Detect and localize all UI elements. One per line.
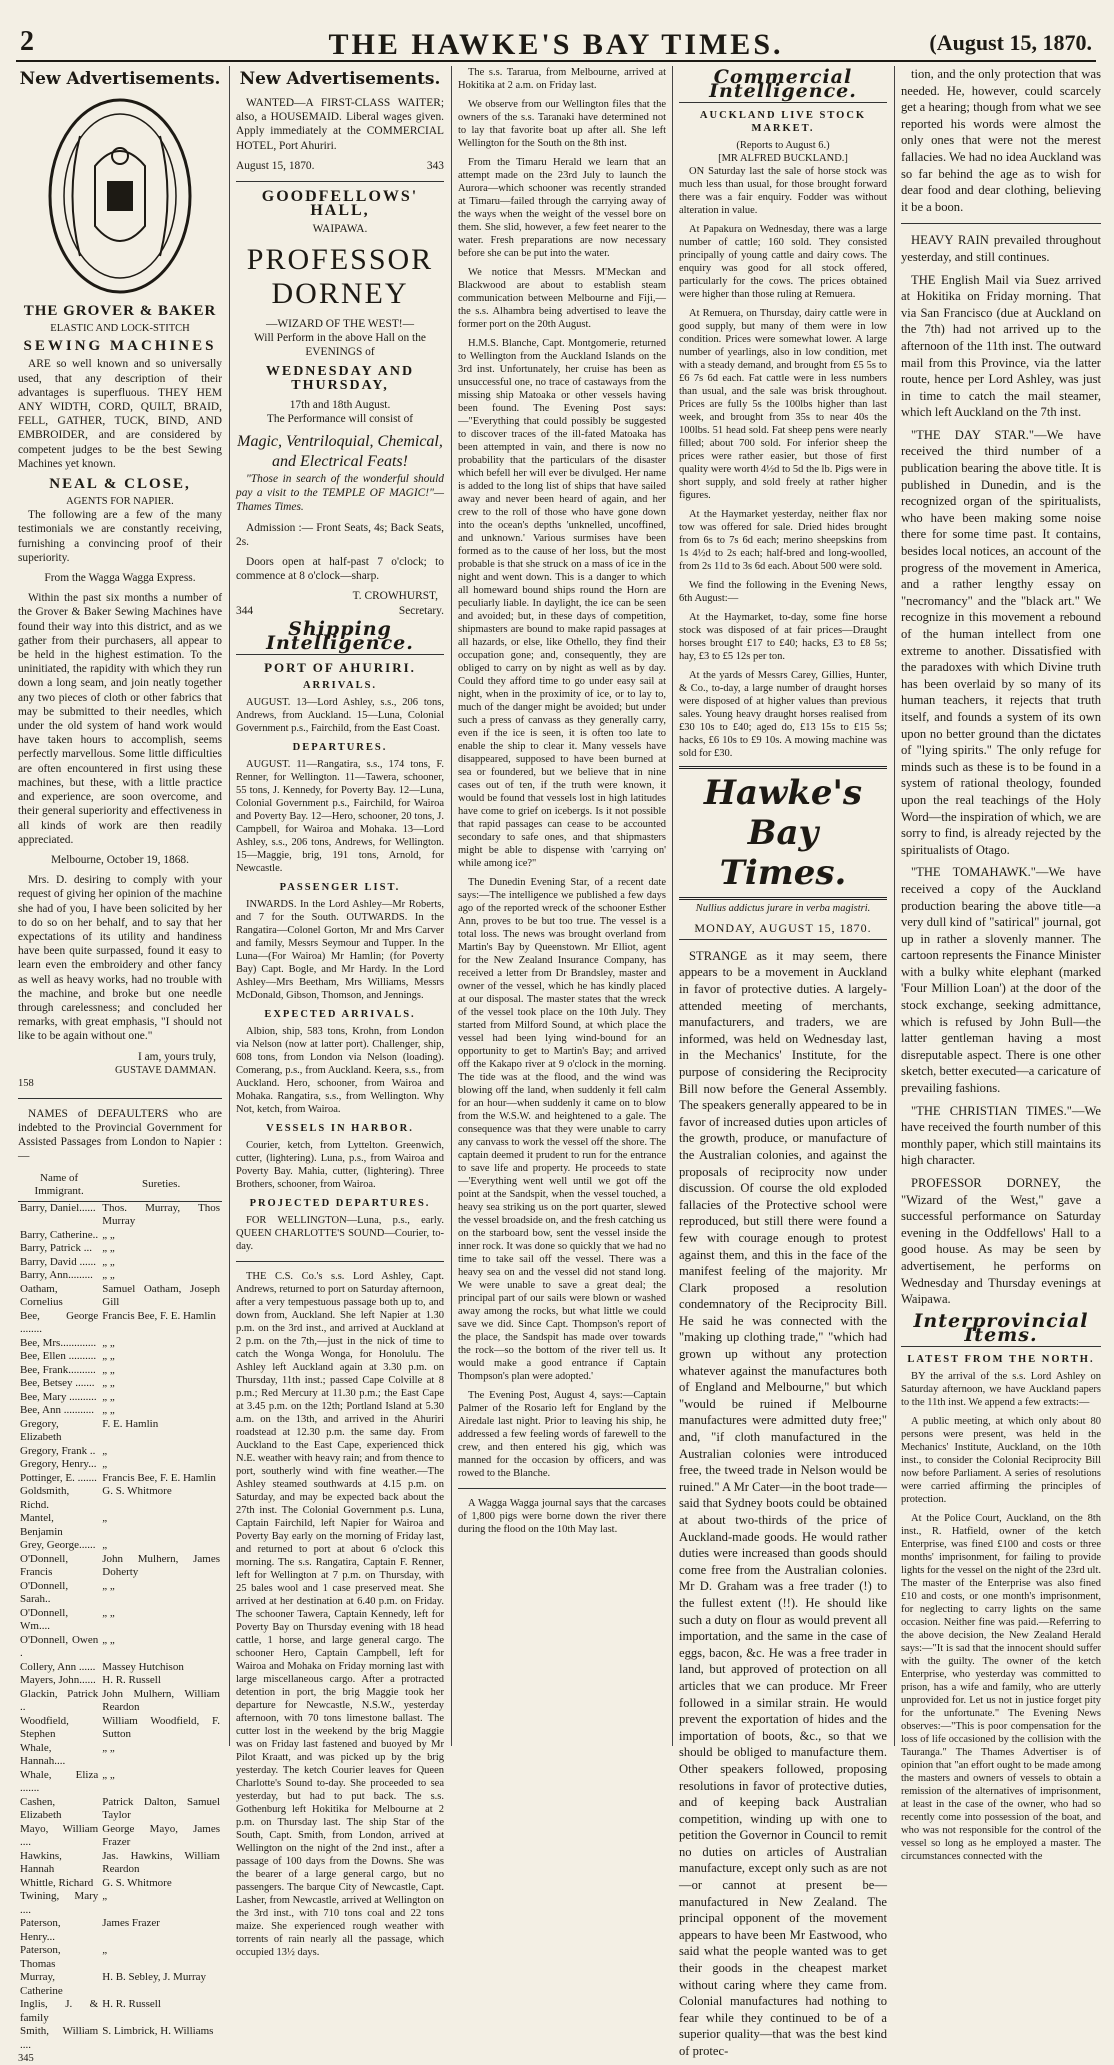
sureties: „ [102,1944,108,1957]
motto: Nullius addictus jurare in verba magistri. [695,903,871,915]
interprovincial-heading: Interprovincial Items. [901,1314,1101,1347]
table-row [18,1688,222,1715]
table-row [18,1350,222,1364]
performance-days: WEDNESDAY AND THURSDAY, [265,364,415,394]
shipping-heading: Shipping Intelligence. [236,622,444,655]
table-row [18,1229,222,1243]
table-row [18,1283,222,1310]
immigrant-name: Inglis, J. & family [20,1998,99,2024]
news-paragraph: PROFESSOR DORNEY, the "Wizard of the West," gave a successful performance on Saturday evening in the Oddfellows' Hall to a good house. As may be seen by advertisement, he performs on Wednesday and Thursday evenings at Waipawa. [901,1176,1101,1307]
news-paragraph: We observe from our Wellington files that the owners of the s.s. Taranaki have determined not to lay that favorite boat up after all. She left Wellington for the South on the 8th inst. [458,99,666,149]
sewing-machine-emblem-icon [45,96,195,296]
commercial-heading: Commercial Intelligence. [679,70,887,103]
divider [18,1098,222,1099]
passenger-heading: PASSENGER LIST. [279,882,401,894]
projected-list: FOR WELLINGTON—Luna, p.s., early. QUEEN CHARLOTTE'S SOUND—Courier, to-day. [236,1215,444,1253]
market-paragraph: At the Haymarket, to-day, some fine horse stock was disposed of at fair prices—Draught horses brought £17 to £40; hacks, £3 to £8 5s; hay, £3 to £5 12s per ton. [679,612,887,663]
table-row [18,1998,222,2025]
market-heading: AUCKLAND LIVE STOCK MARKET. [699,110,867,135]
immigrant-name: Goldsmith, Richd. [20,1485,70,1511]
immigrant-name: Bee, Ellen .......... [20,1350,97,1363]
immigrant-name: Pottinger, E. ....... [20,1471,97,1484]
ad-ref: 344 [236,604,254,617]
hall-place: WAIPAWA. [312,223,368,236]
page-number: 2 [20,26,34,57]
brand-name: THE GROVER & BAKER [23,303,217,319]
wanted-date: August 15, 1870. [236,159,315,172]
section-heading: New Advertisements. [19,69,221,89]
sureties: „ „ [102,1336,115,1349]
leader-article: STRANGE as it may seem, there appears to be a movement in Auckland in favor of protective duties. A largely-attended meeting of merchants, manufacturers, and traders, we are informed, was held on Wednesday last, in the Mechanics' Institute, for the purpose of considering the Reciprocity Bill now before the General Assembly. The speakers generally appeared to be in favor of increased duties upon articles of the growth, produce, or manufacture of the Australian colonies, and against the proposals of reciprocity now under discussion. Of course the old exploded fallacies of the Protective school were reproduced, but still there were found a few with courage enough to protest against them, and this in the face of the manifest feeling of the majority. Mr Clark proposed a resolution condemnatory of the Reciprocity Bill. He said he was connected with the "making up clothing trade," "which had grown up without any protection whatever against the manufactures both of England and Melbourne," but which "would be ruined if Melbourne manufactures were admitted duty free;" and, "if cloth manufactured in the Australian colonies were introduced free, the tweed trade in Nelson would be ruined." A Mr Cater—in the boot trade—said that Sydney boots could be obtained at about two-thirds of the price of Auckland-made goods. He would rather duties were increased than goods should come free from the Australian colonies. Mr D. Graham was a free trader (!) to the fullest extent (!!). He should like such a duty on flour as would prevent all importation, and the same in the case of eggs, bacon, &c. He was a free trader in land, but approved of protection on all articles that we can produce. Mr Freer followed in a similar strain. He would prevent the exportation of hides and the importation of boots, &c., so that we should be obliged to manufacture them. Other speakers followed, proposing resolutions in favor of protective duties, and of keeping back Australian competition, winding up with one to petition the Governor in Council to remit no duties on articles of Australian manufacture, except only such as are not—or cannot at present be—manufactured in New Zealand. The principal opponent of the movement appears to have been Mr Eastwood, who said what the people wanted was to get their goods in the cheapest market without caring where they came from. Colonial manufactures had nothing to fear while they continued to be of a superior quality—that was the best kind of protec- [679,948,887,2058]
column-rule [894,66,895,1746]
secretary-footer [236,604,444,618]
immigrant-name: Grey, George...... [20,1539,96,1552]
wanted-footer [236,159,444,173]
table-row [18,1674,222,1688]
sureties: „ „ [102,1404,115,1417]
immigrant-name: Collery, Ann ...... [20,1660,96,1673]
vessels-heading: VESSELS IN HARBOR. [266,1123,414,1135]
immigrant-name: Whale, Hannah.... [20,1741,66,1768]
wanted-ad: WANTED—A FIRST-CLASS WAITER; also, a HOUSEMAID. Liberal wages given. Apply immediately at the COMMERCIAL HOTEL, Port Ahuriri. [236,97,444,152]
immigrant-name: Bee, Mary .......... [20,1390,97,1403]
news-paragraph: The s.s. Tararua, from Melbourne, arrived at Hokitika at 2 a.m. on Friday last. [458,67,666,91]
arrivals-list: AUGUST. 13—Lord Ashley, s.s., 206 tons, Andrews, from Auckland. 15—Luna, Colonial Government p.s., Fairchild, from the East Coast. [236,697,444,735]
table-header: Name of Immigrant. [18,1170,100,1202]
admission-prices: Admission :— Front Seats, 4s; Back Seats, 2s. [236,521,444,548]
newspaper-title: THE HAWKE'S BAY TIMES. [328,28,784,61]
immigrant-name: Paterson, Thomas [20,1944,61,1970]
column-4 [679,66,887,2058]
projected-heading: PROJECTED DEPARTURES. [249,1198,431,1210]
agents-name: NEAL & CLOSE, [49,476,191,493]
letter-heading: Melbourne, October 19, 1868. [51,853,189,866]
immigrant-name: Hawkins, Hannah [20,1849,62,1876]
sureties: „ „ [102,1606,115,1619]
sureties: „ „ [102,1228,115,1241]
column-2 [236,66,444,1959]
immigrant-name: Bee, Betsey ....... [20,1377,95,1390]
sureties: „ „ [102,1390,115,1403]
defaulters-notice: NAMES of DEFAULTERS who are indebted to the Provincial Government for Assisted Passages from London to Napier :— [18,1107,222,1163]
immigrant-name: Whale, Eliza ....... [20,1768,99,1795]
table-row [18,1364,222,1378]
sureties: H. B. Sebley, J. Murray [102,1971,207,1984]
performance-dates: 17th and 18th August. [289,398,391,411]
immigrant-name: Bee, Mrs............. [20,1336,97,1349]
immigrant-name: O'Donnell, Owen . [20,1633,99,1660]
table-row [18,1391,222,1405]
market-paragraph: At Papakura on Wednesday, there was a large number of cattle; 160 sold. They consisted principally of young cattle and dairy cows. The enquiry was good for all stock offered, particularly for the cows. The prices obtained were higher than those ruling at Remuera. [679,224,887,301]
news-paragraph: HEAVY RAIN prevailed throughout yesterday, and still continues. [901,233,1101,264]
performance-consist: The Performance will consist of [266,412,414,425]
divider [458,1488,666,1489]
performer-title: —WIZARD OF THE WEST!— [266,317,414,330]
sureties: „ „ [102,1255,115,1268]
ad-ref: 158 [18,1077,34,1089]
letter-signature: GUSTAVE DAMMAN. [114,1064,216,1076]
table-row [18,1472,222,1486]
sureties: „ [102,1512,108,1525]
performance-quote: "Those in search of the wonderful should pay a visit to the TEMPLE OF MAGIC!"—Thames Times. [236,473,444,514]
defaulters-table [18,1170,222,2053]
immigrant-name: Barry, Ann......... [20,1269,93,1282]
sureties: Thos. Murray, Thos Murray [102,1201,220,1228]
immigrant-name: O'Donnell, Wm.... [20,1606,69,1633]
table-row [18,1539,222,1553]
news-paragraph: H.M.S. Blanche, Capt. Montgomerie, returned to Wellington from the Auckland Islands on the 3rd inst. Unfortunately, her cruise has been as unsuccessful one, no trace of castaways from the missing ship Matoaka or other vessels having been found. The Evening Post says:—"Everything that could possibly be suggested to discover traces of the ill-fated Matoaka has been attempted in vain, and there is now no probability that the particulars of the disaster which befell her will ever be divulged. Her name is added to the long list of ships that have sailed away and never been heard of again, and her crew to the roll of those who have gone down into the ocean's depths 'unknelled, uncoffined, and unknown.' Various surmises have been formed as to the cause of her loss, but the most probable is that she struck on a mass of ice in the night and went down. This is a danger to which all homeward bound ships round the Horn are peculiarly liable. In daylight, the ice can be seen and avoided; but, in these days of competition, shipmasters are bound to make rapid passages at all hazards, or else, like Othello, they find their occupation gone; and, consequently, they are obliged to carry on by night as well as by day. Could they afford time to go under easy sail at night, when in the proximity of ice, or to lay to, much of the danger might be avoided; but under such a press of canvass as they generally carry, even if the ice is seen, it is often too late to enable the ship to clear it. Many vessels have disappeared, supposed to have been burned at sea or foundered, but we believe that in nine cases out of ten, if the truth were known, it would be found that vessels lost in high latitudes have come to grief on icebergs. Is it not possible that rapid passages can cease to be accounted secondary to safe ones, and that shipmasters might be able to dispense with 'carrying on' while among ice?" [458,338,666,869]
table-row [18,1553,222,1580]
testimonial-text: Within the past six months a number of the Grover & Baker Sewing Machines have found their way into this district, and as we gather from their purchasers, all appear to be held in the highest estimation. To the uninitiated, the rapidity with which they run down a long seam, and join neatly together any two pieces of cloth or other fabrics that may be submitted to their needles, which under the old system of hand work would have taken hours to accomplish, seems perfectly marvellous. Some little difficulties are often encountered in first using these machines, but these, with a little practice and experience, are soon overcome, and their general superiority and effectiveness in all kinds of work are then readily appreciated. [18,592,222,846]
news-paragraph: We notice that Messrs. M'Meckan and Blackwood are about to establish steam communication between Melbourne and Fiji,—the s.s. Alhambra being advertised to leave the former port on the 20th August. [458,267,666,330]
table-row [18,2025,222,2052]
latest-heading: LATEST FROM THE NORTH. [907,1354,1095,1366]
secretary-title: Secretary. [398,604,444,617]
immigrant-name: Gregory, Frank .. [20,1444,96,1457]
immigrant-name: Cashen, Elizabeth [20,1795,62,1822]
table-row [18,1512,222,1539]
market-subheading: (Reports to August 6.) [736,140,830,152]
immigrant-name: Barry, Patrick ... [20,1242,92,1255]
table-row [18,1310,222,1337]
table-row [18,1201,222,1229]
table-row [18,1823,222,1850]
immigrant-name: Woodfield, Stephen [20,1714,69,1741]
immigrant-name: Smith, William .... [20,2025,99,2051]
immigrant-name: Barry, David ...... [20,1255,96,1268]
sureties: S. Limbrick, H. Williams [102,2025,214,2038]
expected-heading: EXPECTED ARRIVALS. [264,1009,416,1021]
immigrant-name: Bee, Ann ........... [20,1404,94,1417]
sureties: H. R. Russell [102,1998,161,2011]
sureties: H. R. Russell [102,1674,161,1687]
divider [901,223,1101,224]
immigrant-name: Oatham, Cornelius [20,1282,63,1309]
sureties: „ [102,1890,108,1903]
departures-list: AUGUST. 11—Rangatira, s.s., 174 tons, F. Renner, for Wellington. 11—Tawera, schooner, 55 tons, J. Kennedy, for Poverty Bay. 12—Luna, Colonial Government p.s., Fairchild, for Wairoa and Poverty Bay. 12—Hero, schooner, 20 tons, J. Campbell, for Wairoa and Mohaka. 13—Lord Ashley, s.s., 206 tons, Andrews, for Wellington. 15—Maggie, brig, 191 tons, Arnold, for Newcastle. [236,759,444,875]
table-row [18,1971,222,1998]
table-row [18,1418,222,1445]
table-row [18,1607,222,1634]
brand-subtitle: ELASTIC AND LOCK-STITCH [50,323,190,335]
immigrant-name: Glackin, Patrick .. [20,1687,99,1714]
market-reporter: [MR ALFRED BUCKLAND.] [718,153,848,165]
sureties: Samuel Oatham, Joseph Gill [102,1282,220,1309]
hall-name: GOODFELLOWS' HALL, [261,188,419,220]
table-row [18,1796,222,1823]
news-paragraph: BY the arrival of the s.s. Lord Ashley on Saturday afternoon, we have Auckland papers to the 11th inst. We append a few extracts:— [901,1371,1101,1409]
sureties: „ „ [102,1768,115,1781]
table-row [18,1715,222,1742]
sureties: „ [102,1444,108,1457]
sureties: „ „ [102,1350,115,1363]
nameplate: Hawke's Bay Times. [679,766,887,900]
shipping-news: THE C.S. Co.'s s.s. Lord Ashley, Capt. Andrews, returned to port on Saturday afternoon, after a very tempestuous passage both up to, and down from, Auckland. She left Napier at 1.30 p.m. on the 3rd inst., and arrived at Auckland at 2 p.m. on the 7th,—just in the nick of time to catch the Wonga Wonga, for Honolulu. The Ashley left Auckland again at 3.30 p.m. on Thursday, 11th inst.; passed Cape Colville at 8 p.m.; Red Mercury at 11.30 p.m.; the East Cape at 3.45 p.m. on the 12th; Portland Island at 5.30 a.m. on the 13th, and arrived in the Ahuriri roadstead at 12.30 p.m. the same day. From Auckland to the East Cape, experienced thick N.E. weather with heavy rain; and from thence to port, southerly wind with fine weather.—The Ashley steamed southwards at 4.15 p.m. on Saturday, and may be expected back about the 27th inst. The Colonial Government p.s. Luna, Captain Fairchild, left Napier for Wairoa and Poverty Bay early on the morning of Friday last, and returned to port at about 6 o'clock this morning. The s.s. Rangatira, Captain F. Renner, left for Wellington at 7 p.m. on Thursday, with 25 bales wool and 1 case preserved meat. She arrived at her destination at 6.40 p.m. on Friday. The schooner Tawera, Captain Kennedy, left for Poverty Bay on Thursday evening with 18 head cattle, 1 horse, and large general cargo. The schooner Hero, Captain Campbell, left for Wairoa and Mohaka on Friday morning last with large miscellaneous cargo. After a protracted detention in port, the brig Maggie took her departure for Newcastle, N.S.W., yesterday afternoon, with 70 tons limestone ballast. The cutter lost in the weekend by the brig Maggie was on Friday last fastened and buoyed by Mr Pilot Kraatt, and was picked up by the brig yesterday. The ketch Courier leaves for Queen Charlotte's Sound to-day. She proceeded to sea yesterday, but had to put back. The s.s. Gothenburg left Hokitika for Melbourne at 2 p.m. on Thursday last. The ship Star of the South, Capt. Smith, from London, arrived at Wellington on the night of the 2nd inst., after a passage of 100 days from the Downs. She was the bearer of a large general cargo, but no passengers. The barque City of Newcastle, Capt. Lasher, from Newcastle, arrived at Wellington on the 3rd inst., with 710 tons coal and 22 tons maize. She experienced rough weather with torrents of rain nearly all the passage, which occupied 13½ days. [236,1271,444,1959]
expected-list: Albion, ship, 583 tons, Krohn, from London via Nelson (now at latter port). Challenger, ship, 608 tons, from London via Nelson (loading). Comerang, p.s., from Auckland. Keera, s.s., from Auckland. Hero, schooner, from Wairoa and Mohaka. Rangatira, s.s., from Wellington. Why Not, ketch, from Wairoa. [236,1026,444,1116]
sureties: „ „ [102,1363,115,1376]
table-row [18,1877,222,1891]
news-paragraph: A public meeting, at which only about 80 persons were present, was held in the Mechanics' Institute, Auckland, on the 10th inst., to consider the Colonial Reciprocity Bill now before Parliament. A series of resolutions were carried affirming the principles of protection. [901,1416,1101,1506]
table-row [18,1485,222,1512]
secretary-name: T. CROWHURST, [352,590,438,603]
sureties: „ [102,1539,108,1552]
sureties: „ „ [102,1242,115,1255]
sureties: William Woodfield, F. Sutton [102,1714,220,1741]
ad-paragraph: ARE so well known and so universally used, that any description of their advantages is superfluous. THEY HEM ANY WIDTH, CORD, QUILT, BRAID, FELL, GATHER, TUCK, BIND, AND EMBROIDER, and are considered by competent judges to be the best Sewing Machines yet known. [18,358,222,470]
issue-date: (August 15, 1870. [929,30,1092,55]
table-row [18,1890,222,1917]
table-row [18,1445,222,1459]
column-3 [458,66,666,1746]
sureties: G. S. Whitmore [102,1876,172,1889]
section-heading: New Advertisements. [239,69,441,89]
news-paragraph: "THE CHRISTIAN TIMES."—We have received the fourth number of this monthly paper, which still maintains its high character. [901,1103,1101,1168]
table-row [18,1337,222,1351]
column-rule [229,66,230,1746]
divider [236,181,444,182]
ad-paragraph: The following are a few of the many testimonials we are constantly receiving, furnishing a convincing proof of their superiority. [18,509,222,564]
immigrant-name: Barry, Daniel...... [20,1201,96,1214]
sureties: G. S. Whitmore [102,1485,172,1498]
immigrant-name: Gregory, Elizabeth [20,1417,62,1444]
sureties: George Mayo, James Frazer [102,1822,220,1849]
immigrant-name: Paterson, Henry... [20,1917,61,1943]
news-paragraph: The Evening Post, August 4, says:—Captain Palmer of the Rosario left for England by the Airedale last night. Prior to leaving his ship, he addressed a few feeling words of farewell to the crew, and then entered his gig, which was manned for the occasion by officers, and was rowed to the Blanche. [458,1390,666,1479]
passenger-list: INWARDS. In the Lord Ashley—Mr Roberts, and 7 for the South. OUTWARDS. In the Rangatira—Colonel Gorton, Mr and Mrs Carver and family, Messrs Seymour and Tupper. In the Luna—(For Wairoa) Mr Hamlin; (for Poverty Bay) Capt. Bogle, and Mr Hardy. In the Lord Ashley—Mrs Beetham, Mrs Williams, Messrs McDonald, Gibson, Thomson, and Jennings. [236,899,444,1002]
table-row [18,1769,222,1796]
column-1 [18,66,222,2065]
wanted-ref: 343 [426,159,444,172]
table-row [18,1404,222,1418]
port-heading: PORT OF AHURIRI. [264,660,416,676]
sureties: „ [102,1458,108,1471]
immigrant-name: O'Donnell, Francis [20,1552,69,1579]
arrivals-heading: ARRIVALS. [302,680,378,692]
market-paragraph: ON Saturday last the sale of horse stock was much less than usual, for those brought forward there was a fair enquiry. Fodder was without alteration in value. [679,166,887,217]
market-paragraph: At the Haymarket yesterday, neither flax nor tow was offered for sale. Dried hides brought from 6s to 7s 6d each; merino sheepskins from 1s 4½d to 2s each; half-bred and long-woolled, from 2s 11d to 3s 6d each. About 500 were sold. [679,509,887,573]
news-paragraph: A Wagga Wagga journal says that the carcases of 1,800 pigs were borne down the river there during the flood on the 10th May last. [458,1498,666,1535]
sureties: „ „ [102,1633,115,1646]
market-paragraph: At Remuera, on Thursday, dairy cattle were in good supply, but many of them were in low condition. Prices were somewhat lower. A large number of yearlings, also in low condition, met with a steady demand, and brought from £5 5s to £6 7s 6d each. Fat cattle were in less numbers than usual, and the sale was brisk throughout. Prices are fully 5s the 100lbs higher than last week, and brought from 35s to near 40s the 100lbs. 51 head sold. Fat sheep pens were nearly filled; about 700 sold. For inferior sheep the prices were rather easier, but those of first quality were worth 4½d to 5d the lb. Pigs were in short supply, and sold freely at rather higher figures. [679,308,887,502]
sureties: „ „ [102,1377,115,1390]
agents-subtitle: AGENTS FOR NAPIER. [66,496,174,508]
doors-open: Doors open at half-past 7 o'clock; to commence at 8 o'clock—sharp. [236,556,444,583]
immigrant-name: Mantel, Benjamin [20,1512,63,1538]
dateline: MONDAY, AUGUST 15, 1870. [679,921,887,940]
sureties: Francis Bee, F. E. Hamlin [102,1309,216,1322]
brand-product: SEWING MACHINES [23,338,217,355]
sureties: Patrick Dalton, Samuel Taylor [102,1795,220,1822]
sureties: „ „ [102,1269,115,1282]
sureties: James Frazer [102,1917,160,1930]
sureties: F. E. Hamlin [102,1417,159,1430]
letter-closing: I am, yours truly, [137,1050,216,1063]
sureties: Jas. Hawkins, William Reardon [102,1849,220,1876]
performance-feats: Magic, Ventriloquial, Chemical, and Electrical Feats! [237,433,443,471]
column-rule [672,66,673,1746]
leader-continued: tion, and the only protection that was needed. He, however, could scarcely get a hearing; though from what we see reported his words were almost the only ones that were not the merest fallacies. We had no idea Auckland was so far behind the age as to wish for dear food and dear clothing, believing it be a boon. [901,67,1101,214]
column-rule [451,66,452,1746]
immigrant-name: Bee, George ........ [20,1309,99,1336]
sureties: Massey Hutchison [102,1660,184,1673]
news-paragraph: At the Police Court, Auckland, on the 8th inst., R. Hatfield, owner of the ketch Enterprise, was fined £100 and costs or three months' imprisonment, for failing to provide lights for the vessel on the night of the 23rd ult. The master of the Enterprise was also fined £10 and costs, or one month's imprisonment, for neglecting to carry lights on the same occasion. Neither fine was paid.—Referring to the above decision, the New Zealand Herald says:—"It is sad that the innocent should suffer with the guilty. The owner of the ketch Enterprise, who yesterday was committed to prison, has a wife and family, who are utterly unprovided for. Let us not in justice forget pity for the unfortunate." The Evening News observes:—"This is poor compensation for the loss of life occasioned by the collision with the Tauranga." The Thames Advertiser is of opinion that "an effort ought to be made among the masters and owners of vessels to obtain a remission of the alternatives of imprisonment, at least in the case of the owner, who had so recently come into possession of the boat, and who was not responsible for the control of the vessel so long as he employed a master. The circumstances connected with the [901,1513,1101,1863]
table-row [18,1850,222,1877]
performer-name: PROFESSOR DORNEY [246,242,434,310]
table-row [18,1634,222,1661]
testimonial-source: From the Wagga Wagga Express. [44,572,196,585]
immigrant-name: Mayers, John...... [20,1674,96,1687]
immigrant-name: Mayo, William .... [20,1822,99,1849]
market-paragraph: At the yards of Messrs Carey, Gillies, Hunter, & Co., to-day, a large number of draught horses were disposed of at higher values than previous sales. Young heavy draught horses realised from £30 10s to £40; aged do, £13 15s to £15 5s; hacks, £6 10s to £9 10s. A mowing machine was sold for £30. [679,670,887,760]
sureties: „ „ [102,1741,115,1754]
immigrant-name: Barry, Catherine.. [20,1228,99,1241]
news-paragraph: The Dunedin Evening Star, of a recent date says:—The intelligence we published a few days ago of the reported wreck of the schooner Esther Ann, proves to be but too true. The vessel is a total loss. The news was brought overland from Martin's Bay by Queenstown. Mr Elliot, agent for the New Zealand Insurance Company, has received a letter from Dr Brandsley, master and owner of the vessel, which he has kindly placed at our disposal. The master states that the wreck of the vessel took place on the 10th July. They started from Milford Sound, at which place the vessel had been lying wind-bound for an opportunity to get to Martin's Bay; and arrived off the Kakapo river at 9 o'clock in the morning. The tide was at the flood, and the wind was blowing off the land, when suddenly it fell calm for an hour—when suddenly it came on to blow from the W.S.W. and heightened to a gale. The consequence was that they were unable to carry any canvass to work the vessel off the shore. The captain deemed it prudent to run for the entrance to save life and property. He proceeds to state—'Everything went well until we got off the point at the Sandspit, when the vessel touched, a heavy sea striking us on the port quarter, slewed the vessel broadside on, and the fresh catching us on the starboard bow, sent the vessel inside the inner rock. It was done so quickly that we had no time to take sail off the vessel. There was a heavy sea on and the vessel did not stand long. We were unable to save a great deal; the principal part of our sails were blown or washed away among the rocks, but what little we could save we did. Since Capt. Thompson's report of the place, the Sandspit has made over towards the rock—so the bottom of the river tell us. It would make a good entrance if Captain Thompson's plan were adopted.' [458,877,666,1382]
table-row [18,1269,222,1283]
sureties: Francis Bee, F. E. Hamlin [102,1471,216,1484]
letter-text: Mrs. D. desiring to comply with your request of giving her opinion of the machine she had of you, I have been solicited by her to do so on her behalf, and to say that her expectations of its utility and handiness have been quite surpassed, found it easy to learn even the embroidery and other fancy as well as heavy works, had no trouble with the machine, and broke but one needle through carelessness; and concluded her remarks, with great emphasis, "I should not like to be again without one." [18,874,222,1043]
immigrant-name: Bee, Frank.......... [20,1363,96,1376]
ad-ref: 345 [18,2053,34,2065]
table-row [18,1256,222,1270]
column-5 [901,66,1101,1863]
news-paragraph: THE English Mail via Suez arrived at Hokitika on Friday morning. That via San Francisco (due at Auckland on the 7th) had not arrived up to the afternoon of the 11th inst. The outward mail from this Province, via the latter route, hence per Lord Ashley, was just in time to catch the mail steamer, which left Auckland on the 7th inst. [901,272,1101,420]
table-row [18,1944,222,1971]
immigrant-name: O'Donnell, Sarah.. [20,1579,69,1606]
table-header: Sureties. [100,1170,222,1202]
immigrant-name: Murray, Catherine [20,1971,63,1997]
market-paragraph: We find the following in the Evening News, 6th August:— [679,580,887,605]
immigrant-name: Twining, Mary .... [20,1890,99,1916]
divider [236,1261,444,1262]
news-paragraph: From the Timaru Herald we learn that an attempt made on the 23rd July to launch the Aurora—which schooner was recently stranded at Timaru—failed through the carrying away of the ways when the weight of the vessel bore on them. She slid, however, a few feet nearer to the water. Fresh preparations are now necessary before she can be put into the water. [458,157,666,259]
sureties: „ „ [102,1579,115,1592]
departures-heading: DEPARTURES. [292,742,388,754]
vessels-list: Courier, ketch, from Lyttelton. Greenwich, cutter, (lightering). Luna, p.s., from Wairoa and Poverty Bay. Mahia, cutter, (lightering). Three Brothers, schooner, from Wairoa. [236,1140,444,1191]
table-row [18,1661,222,1675]
sureties: John Mulhern, James Doherty [102,1552,220,1579]
table-row [18,1580,222,1607]
news-paragraph: "THE DAY STAR."—We have received the third number of a publication bearing the above title. It is published in Dunedin, and is the recognized organ of the spiritualists, who have been making some noise there for some time past. It contains, besides local notices, an account of the progress of the movement in America, and a rather lengthy essay on "necromancy" and the "black art." We recognize in this movement a rebound of the human intellect from one extreme to another. Dissatisfied with the paradoxes with which Divine truth has been overlaid by so many of its human teachers, it rejects that truth itself, and founds a system of its own upon no better ground than the dictates of "lying spirits." The only refuge for minds such as these is to be found in a system of rational theology, founded upon the real teachings of the Holy Word—the inspiration of which, we are sorry to find, is already rejected by the spiritualists of Otago. [901,427,1101,857]
table-row [18,1742,222,1769]
performance-notice: Will Perform in the above Hall on the EVENINGS of [254,331,426,359]
news-paragraph: "THE TOMAHAWK."—We have received a copy of the Auckland production bearing the above title—a very dull kind of "satirical" journal, got up in rather a slovenly manner. The cartoon represents the Finance Minister with a bulky white elephant (marked 'Four Million Loan') at the door of the stock exchange, seeking admittance, which is refused by John Bull—the latter gentleman having a most disreputable aspect. There is one other sketch, better executed—a caricature of prevailing fashions. [901,865,1101,1096]
immigrant-name: Gregory, Henry... [20,1458,97,1471]
table-row [18,1917,222,1944]
table-row [18,1242,222,1256]
masthead [16,26,1096,62]
sureties: John Mulhern, William Reardon [102,1687,220,1714]
immigrant-name: Whittle, Richard [20,1876,94,1889]
table-row [18,1377,222,1391]
table-row [18,1458,222,1472]
